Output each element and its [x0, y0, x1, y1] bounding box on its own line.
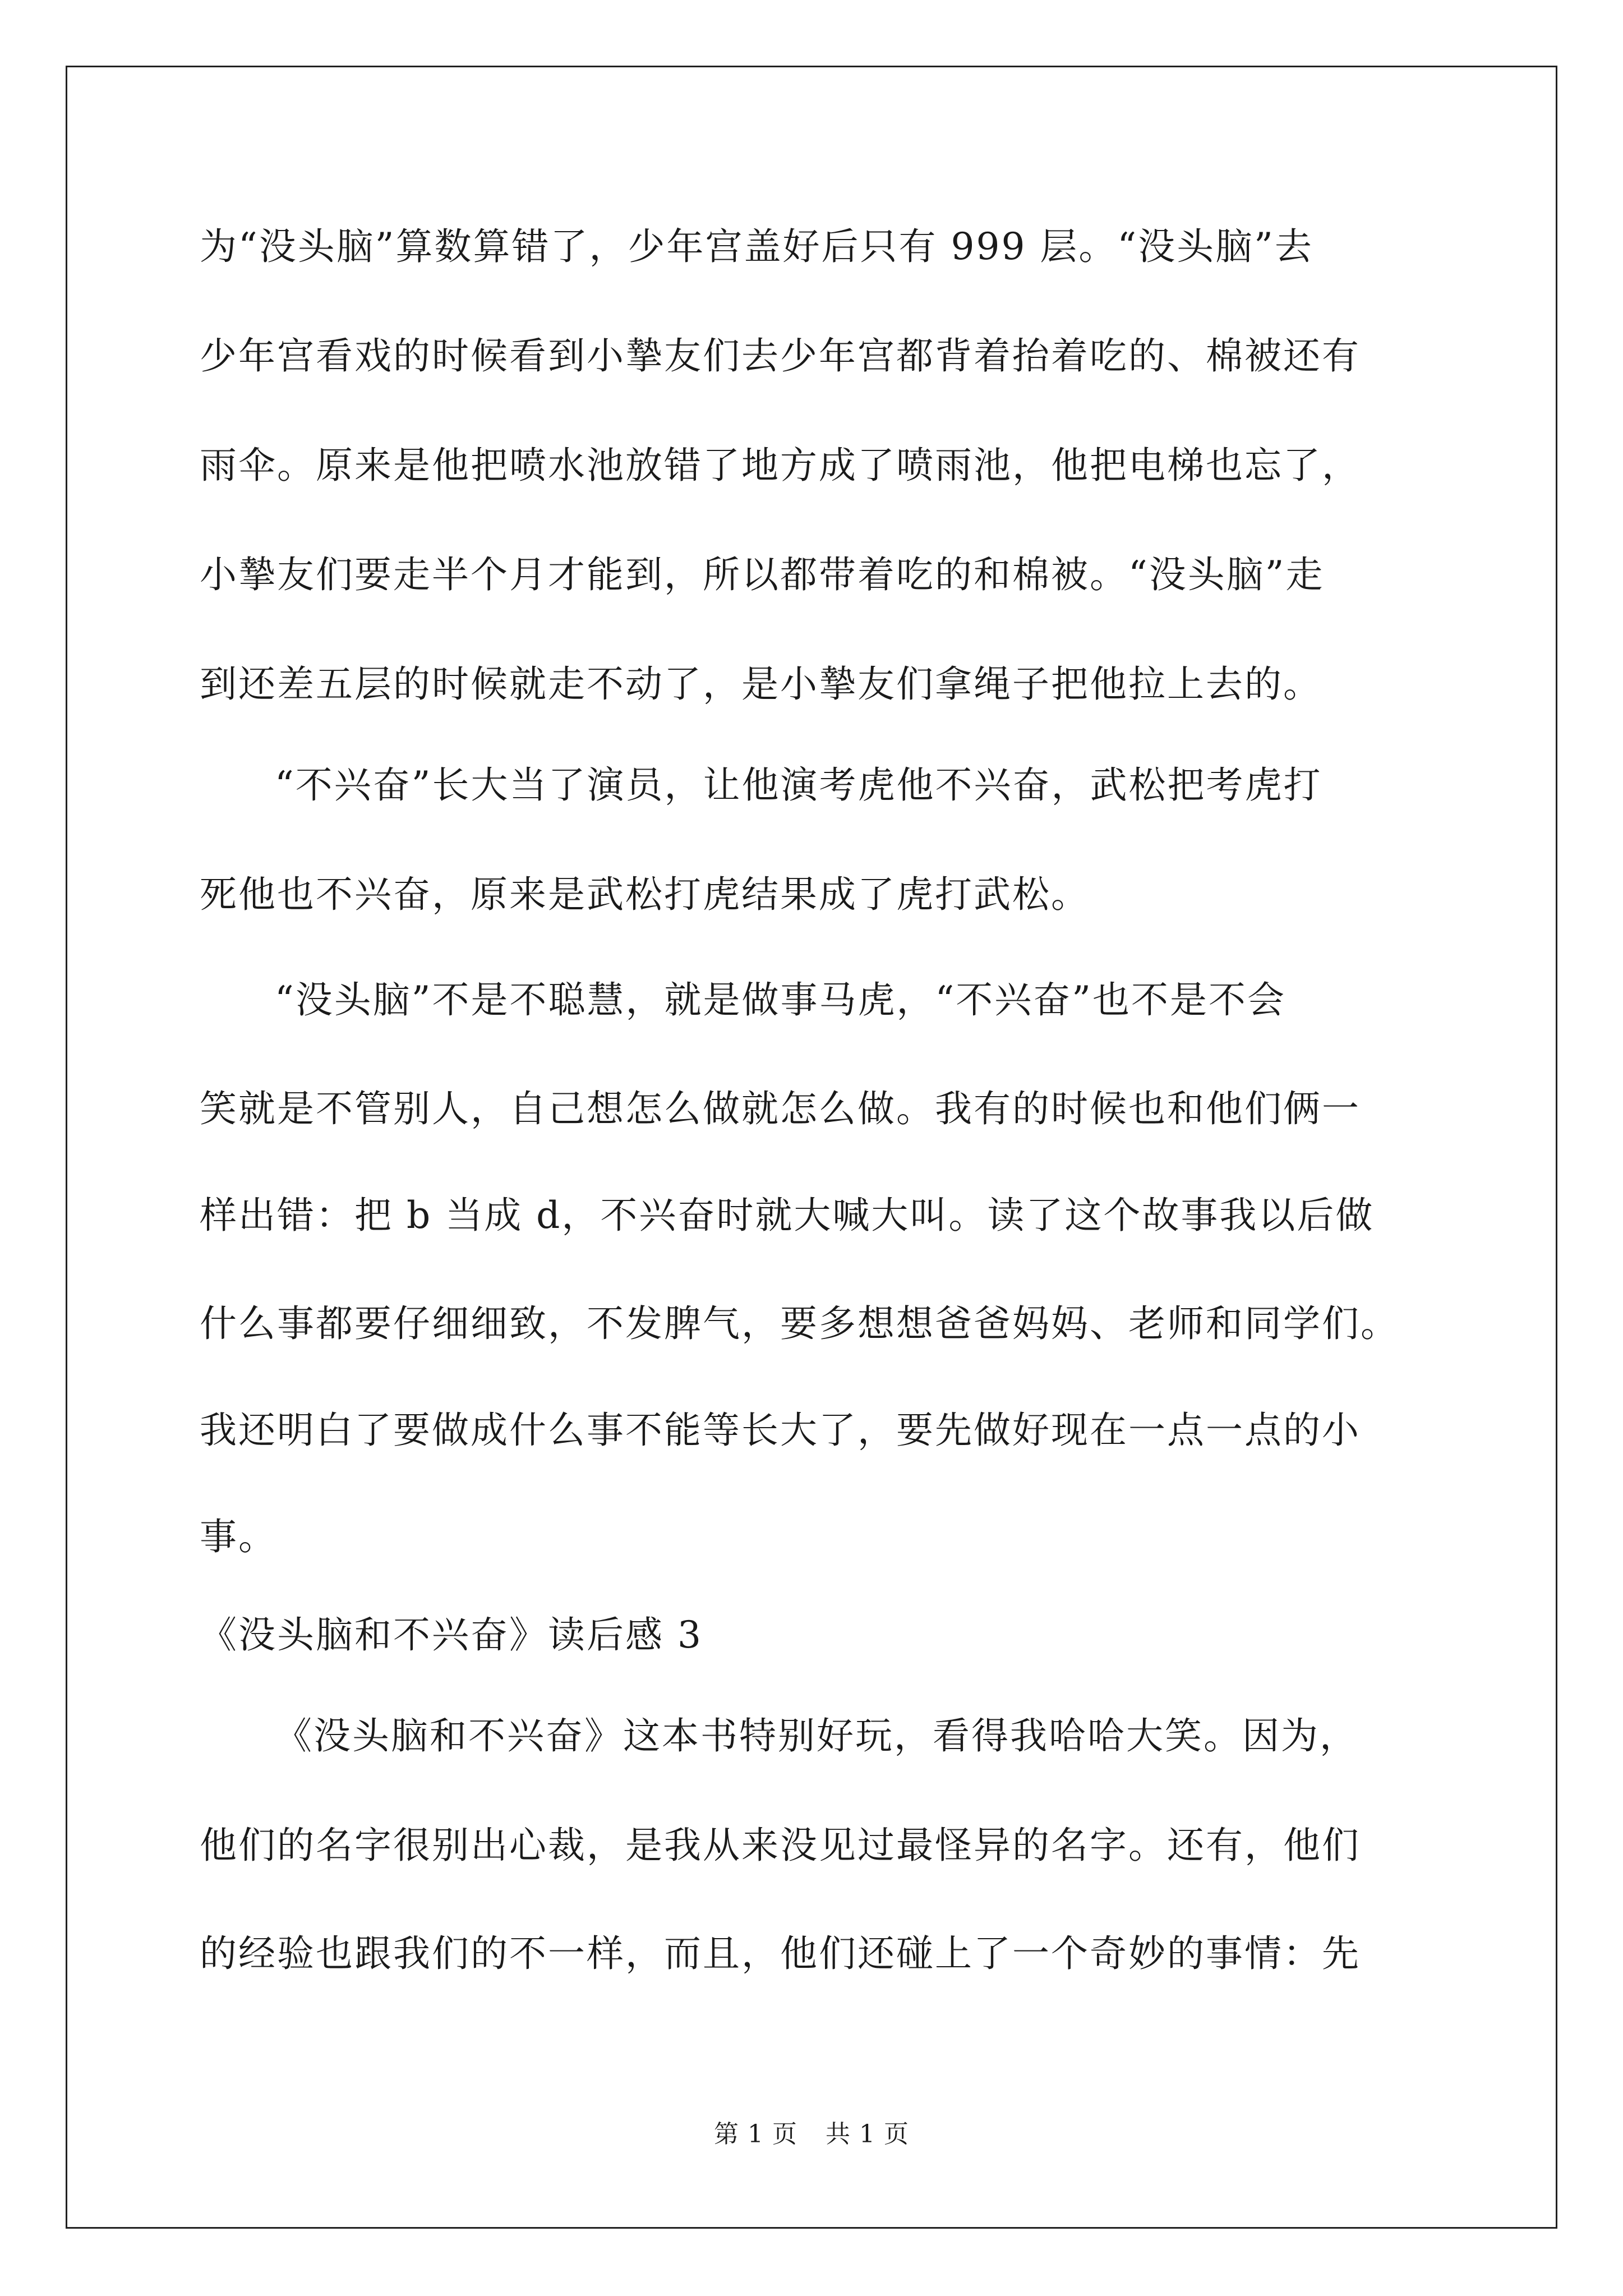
paragraph-start-line: “不兴奋”长大当了演员，让他演考虎他不兴奋，武松把考虎打 — [275, 763, 1322, 807]
body-line: 死他也不兴奋，原来是武松打虎结果成了虎打武松。 — [200, 873, 1090, 916]
body-line: 少年宫看戏的时候看到小摯友们去少年宫都背着抬着吃的、棉被还有 — [200, 334, 1361, 378]
page-border — [66, 66, 1557, 2229]
page-number: 第 1 页 — [714, 2120, 797, 2148]
page-footer — [0, 2118, 1623, 2151]
body-line: 他们的名字很别出心裁，是我从来没见过最怪异的名字。还有，他们 — [200, 1824, 1361, 1867]
section-heading: 《没头脑和不兴奋》读后感 3 — [200, 1613, 703, 1657]
body-line: 的经验也跟我们的不一样，而且，他们还碰上了一个奇妙的事情：先 — [200, 1932, 1361, 1975]
body-line: 什么事都要仔细细致，不发脾气，要多想想爸爸妈妈、老师和同学们。 — [200, 1302, 1399, 1345]
page-total: 共 1 页 — [826, 2120, 909, 2148]
body-line: 样出错：把 b 当成 d，不兴奋时就大喊大叫。读了这个故事我以后做 — [200, 1194, 1375, 1237]
body-line: 笑就是不管别人，自己想怎么做就怎么做。我有的时候也和他们俩一 — [200, 1087, 1361, 1130]
paragraph-start-line: “没头脑”不是不聪慧，就是做事马虎，“不兴奋”也不是不会 — [275, 978, 1286, 1022]
body-line: 雨伞。原来是他把喷水池放错了地方成了喷雨池，他把电梯也忘了， — [200, 444, 1361, 487]
body-line: 事。 — [200, 1515, 277, 1558]
body-line: 为“没头脑”算数算错了，少年宫盖好后只有 999 层。“没头脑”去 — [200, 225, 1313, 268]
body-line: 到还差五层的时候就走不动了，是小摯友们拿绳子把他拉上去的。 — [200, 662, 1322, 706]
body-line: 我还明白了要做成什么事不能等长大了，要先做好现在一点一点的小 — [200, 1409, 1361, 1452]
paragraph-start-line: 《没头脑和不兴奋》这本书特别好玩，看得我哈哈大笑。因为， — [275, 1714, 1358, 1757]
body-line: 小摯友们要走半个月才能到，所以都带着吃的和棉被。“没头脑”走 — [200, 553, 1325, 596]
